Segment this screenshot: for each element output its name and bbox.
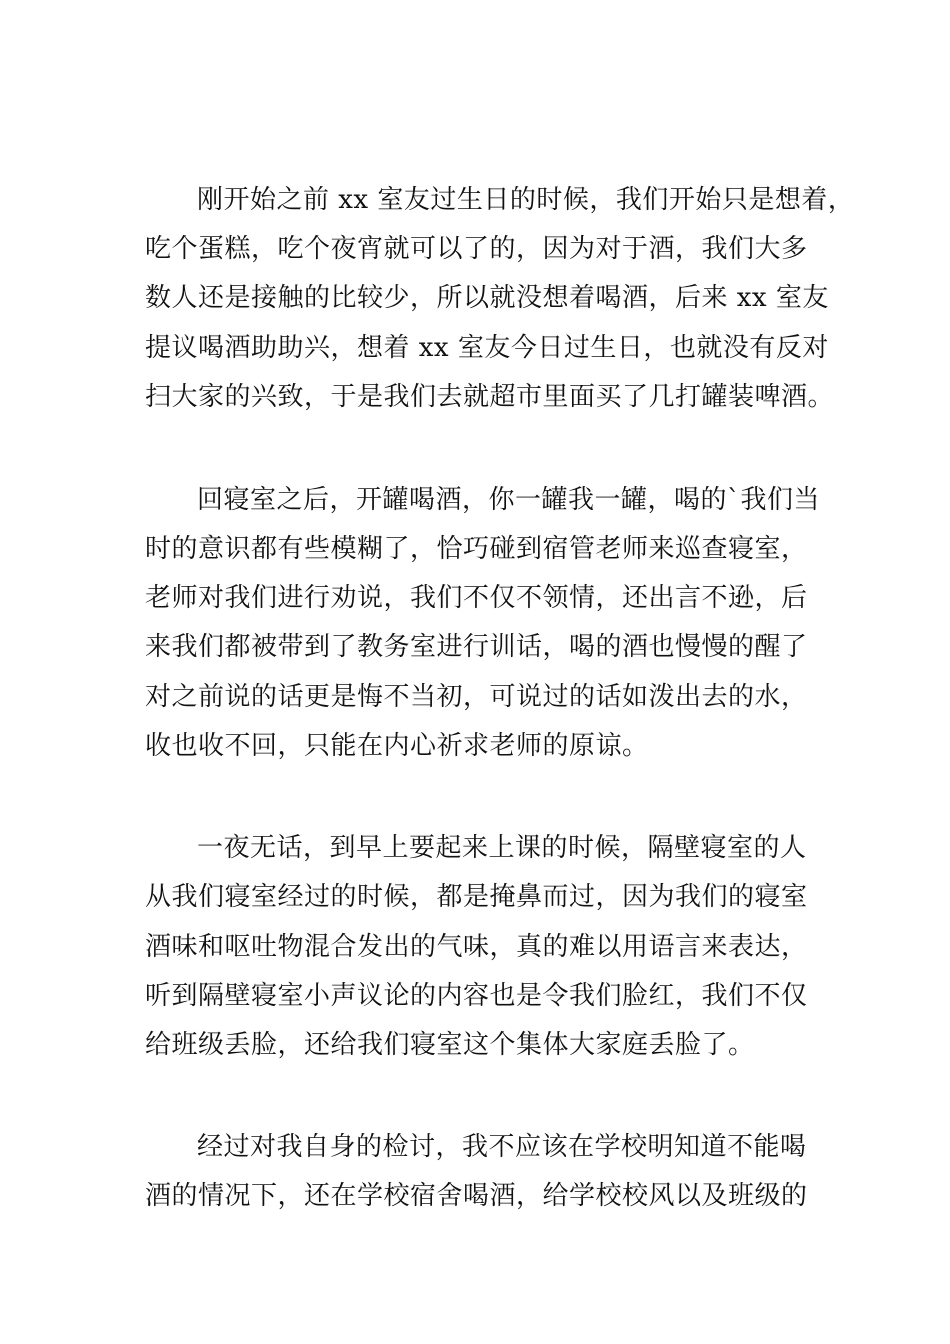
paragraph-2-line-2: 时的意识都有些模糊了，恰巧碰到宿管老师来巡查寝室， (145, 534, 808, 564)
paragraph-2-line-5: 对之前说的话更是悔不当初，可说过的话如泼出去的水， (145, 682, 808, 712)
paragraph-1-line-4: 提议喝酒助助兴，想着 xx 室友今日过生日，也就没有反对 (145, 333, 829, 363)
paragraph-3-line-2: 从我们寝室经过的时候，都是掩鼻而过，因为我们的寝室 (145, 882, 808, 912)
paragraph-3-line-5: 给班级丢脸，还给我们寝室这个集体大家庭丢脸了。 (145, 1030, 755, 1060)
paragraph-1-line-5: 扫大家的兴致，于是我们去就超市里面买了几打罐装啤酒。 (145, 382, 835, 412)
paragraph-2-line-6: 收也收不回，只能在内心祈求老师的原谅。 (145, 731, 649, 761)
paragraph-4-line-2: 酒的情况下，还在学校宿舍喝酒，给学校校风以及班级的 (145, 1181, 808, 1211)
paragraph-2-line-4: 来我们都被带到了教务室进行训话，喝的酒也慢慢的醒了 (145, 632, 808, 662)
paragraph-1-line-1: 刚开始之前 xx 室友过生日的时候，我们开始只是想着， (197, 185, 855, 215)
paragraph-2-line-1: 回寝室之后，开罐喝酒，你一罐我一罐，喝的`我们当 (197, 485, 821, 515)
paragraph-2-line-3: 老师对我们进行劝说，我们不仅不领情，还出言不逊，后 (145, 583, 808, 613)
paragraph-3-line-4: 听到隔壁寝室小声议论的内容也是令我们脸红，我们不仅 (145, 981, 808, 1011)
paragraph-3-line-3: 酒味和呕吐物混合发出的气味，真的难以用语言来表达， (145, 932, 808, 962)
paragraph-1-line-2: 吃个蛋糕，吃个夜宵就可以了的，因为对于酒，我们大多 (145, 234, 808, 264)
paragraph-1-line-3: 数人还是接触的比较少，所以就没想着喝酒，后来 xx 室友 (145, 283, 829, 313)
paragraph-3-line-1: 一夜无话，到早上要起来上课的时候，隔壁寝室的人 (197, 833, 807, 863)
paragraph-4-line-1: 经过对我自身的检讨，我不应该在学校明知道不能喝 (197, 1132, 807, 1162)
